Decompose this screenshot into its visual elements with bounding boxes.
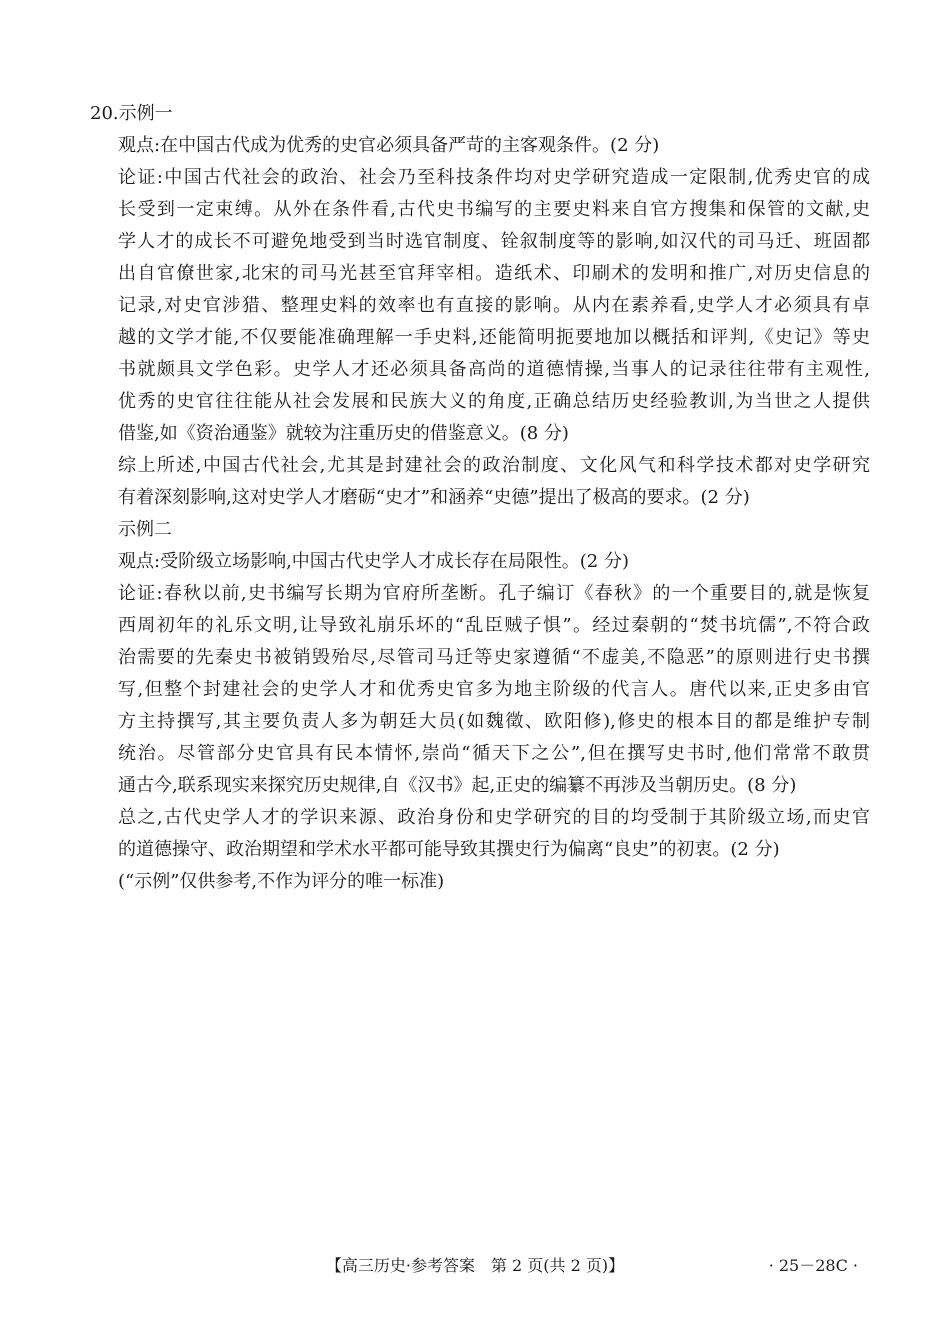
argument-line: 通古今,联系现实来探究历史规律,自《汉书》起,正史的编纂不再涉及当朝历史。(8 分) [118,775,797,796]
argument-line: 借鉴,如《资治通鉴》就较为注重历史的借鉴意义。(8 分) [118,423,569,444]
argument-line: 写,但整个封建社会的史学人才和优秀史官多为地主阶级的代言人。唐代以来,正史多由官 [118,679,870,700]
answer-content [90,98,870,898]
conclusion-line: 的道德操守、政治期望和学术水平都可能导致其撰史行为偏离“良史”的初衷。(2 分) [118,839,780,860]
conclusion-line: 综上所述,中国古代社会,尤其是封建社会的政治制度、文化风气和科学技术都对史学研究 [118,455,870,476]
argument-line: 论证:中国古代社会的政治、社会乃至科技条件均对史学研究造成一定限制,优秀史官的成 [118,167,870,188]
argument-line: 论证:春秋以前,史书编写长期为官府所垄断。孔子编订《春秋》的一个重要目的,就是恢复 [118,583,870,604]
grading-note: (“示例”仅供参考,不作为评分的唯一标准) [118,871,445,892]
example-2 [90,514,870,898]
conclusion-line: 总之,古代史学人才的学识来源、政治身份和史学研究的目的均受制于其阶级立场,而史官 [118,807,870,828]
conclusion-line: 有着深刻影响,这对史学人才磨砺“史才”和涵养“史德”提出了极高的要求。(2 分) [118,487,750,508]
argument-line: 越的文学才能,不仅要能准确理解一手史料,还能简明扼要地加以概括和评判,《史记》等史 [118,327,870,348]
footer-page-info: 【高三历史·参考答案 第 2 页(共 2 页)】 [325,1256,625,1275]
argument-line: 出自官僚世家,北宋的司马光甚至官拜宰相。造纸术、印刷术的发明和推广,对历史信息的 [118,263,870,284]
example-2-argument [118,578,870,802]
example-1-conclusion [118,450,870,514]
example-2-viewpoint: 观点:受阶级立场影响,中国古代史学人才成长存在局限性。(2 分) [118,551,630,572]
example-2-conclusion [118,802,870,866]
example-2-heading: 示例二 [118,519,172,540]
argument-line: 西周初年的礼乐文明,让导致礼崩乐坏的“乱臣贼子惧”。经过秦朝的“焚书坑儒”,不符合政 [118,615,870,636]
argument-line: 学人才的成长不可避免地受到当时选官制度、铨叙制度等的影响,如汉代的司马迁、班固都 [118,231,870,252]
argument-line: 记录,对史官涉猎、整理史料的效率也有直接的影响。从内在素养看,史学人才必须具有卓 [118,295,870,316]
argument-line: 长受到一定束缚。从外在条件看,古代史书编写的主要史料来自官方搜集和保管的文献,史 [118,199,870,220]
example-1 [90,130,870,514]
footer-exam-code: · 25－28C · [768,1256,858,1275]
argument-line: 方主持撰写,其主要负责人多为朝廷大员(如魏徵、欧阳修),修史的根本目的都是维护专制 [118,711,870,732]
example-1-viewpoint: 观点:在中国古代成为优秀的史官必须具备严苛的主客观条件。(2 分) [118,135,660,156]
argument-line: 书就颇具文学色彩。史学人才还必须具备高尚的道德情操,当事人的记录往往带有主观性, [118,359,870,380]
argument-line: 优秀的史官往往能从社会发展和民族大义的角度,正确总结历史经验教训,为当世之人提供 [118,391,870,412]
argument-line: 治需要的先秦史书被销毁殆尽,尽管司马迁等史家遵循“不虚美,不隐恶”的原则进行史书撰 [118,647,870,668]
example-1-argument [118,162,870,450]
question-number-heading: 20.示例一 [90,103,173,124]
page-footer [0,1252,950,1280]
argument-line: 统治。尽管部分史官具有民本情怀,崇尚“循天下之公”,但在撰写史书时,他们常常不敢贯 [118,743,870,764]
